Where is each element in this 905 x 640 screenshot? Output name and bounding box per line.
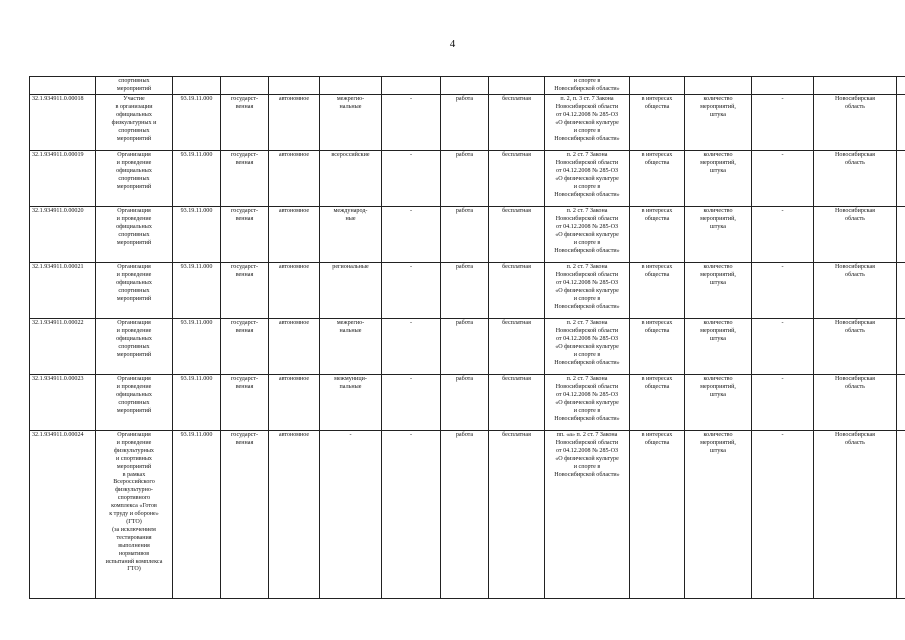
cell-institution-type: автономное: [269, 319, 320, 375]
cell-volume-indicator: [685, 77, 752, 95]
cell-quality-indicator: -: [752, 375, 814, 431]
cell-event-level: региональные: [320, 263, 382, 319]
cell-territory: Новосибирская область: [814, 431, 897, 599]
cell-ownership: государст- венная: [221, 151, 269, 207]
cell-service-kind: работа: [441, 151, 489, 207]
cell-volume-indicator: количество мероприятий, штука: [685, 319, 752, 375]
cell-service-kind: работа: [441, 263, 489, 319]
cell-extra: [897, 431, 905, 599]
cell-work-name: Организация и проведение официальных спортивных мероприятий: [96, 319, 173, 375]
table-row: [30, 431, 905, 599]
cell-legal-basis: п. 2, п. 3 ст. 7 Закона Новосибирской области от 04.12.2008 № 285-ОЗ «О физической культуре и спорте в Новосибирской области»: [545, 95, 630, 151]
cell-ownership: государст- венная: [221, 95, 269, 151]
cell-extra: [897, 95, 905, 151]
cell-institution-type: автономное: [269, 263, 320, 319]
cell-content: -: [382, 263, 441, 319]
cell-extra: [897, 263, 905, 319]
cell-payment: [489, 77, 545, 95]
table-row: [30, 207, 905, 263]
cell-okved-code: 93.19.11.000: [173, 319, 221, 375]
cell-work-name: Организация и проведение официальных спортивных мероприятий: [96, 263, 173, 319]
cell-territory: Новосибирская область: [814, 263, 897, 319]
cell-volume-indicator: количество мероприятий, штука: [685, 207, 752, 263]
cell-volume-indicator: количество мероприятий, штука: [685, 263, 752, 319]
cell-registry-number: 32.1.934911.0.00018: [30, 95, 96, 151]
cell-quality-indicator: -: [752, 207, 814, 263]
cell-work-name: Участие в организации официальных физкультурных и спортивных мероприятий: [96, 95, 173, 151]
cell-service-kind: работа: [441, 207, 489, 263]
cell-extra: [897, 207, 905, 263]
cell-ownership: государст- венная: [221, 319, 269, 375]
cell-okved-code: 93.19.11.000: [173, 375, 221, 431]
cell-quality-indicator: -: [752, 151, 814, 207]
cell-territory: Новосибирская область: [814, 375, 897, 431]
cell-content: -: [382, 375, 441, 431]
cell-work-name: Организация и проведение физкультурных и спортивных мероприятий в рамках Всероссийского физкультурно- спортивного комплекса «Готов к труду и обороне» (ГТО) (за исключением тестирования выполнения нормативов испытаний комплекса ГТО): [96, 431, 173, 599]
cell-content: -: [382, 95, 441, 151]
cell-event-level: межрегио- нальные: [320, 319, 382, 375]
cell-territory: Новосибирская область: [814, 207, 897, 263]
cell-consumers: в интересах общества: [630, 319, 685, 375]
cell-ownership: государст- венная: [221, 207, 269, 263]
cell-extra: [897, 319, 905, 375]
cell-service-kind: работа: [441, 375, 489, 431]
cell-payment: бесплатная: [489, 151, 545, 207]
cell-service-kind: работа: [441, 431, 489, 599]
cell-work-name: Организация и проведение официальных спортивных мероприятий: [96, 375, 173, 431]
cell-quality-indicator: -: [752, 431, 814, 599]
table-row: [30, 95, 905, 151]
cell-territory: Новосибирская область: [814, 95, 897, 151]
cell-okved-code: 93.19.11.000: [173, 95, 221, 151]
cell-okved-code: 93.19.11.000: [173, 207, 221, 263]
cell-territory: [814, 77, 897, 95]
cell-work-name: спортивных мероприятий: [96, 77, 173, 95]
cell-consumers: в интересах общества: [630, 431, 685, 599]
cell-legal-basis: п. 2 ст. 7 Закона Новосибирской области от 04.12.2008 № 285-ОЗ «О физической культуре и спорте в Новосибирской области»: [545, 319, 630, 375]
cell-event-level: межрегио- нальные: [320, 95, 382, 151]
cell-quality-indicator: -: [752, 319, 814, 375]
cell-registry-number: 32.1.934911.0.00021: [30, 263, 96, 319]
cell-volume-indicator: количество мероприятий, штука: [685, 375, 752, 431]
cell-work-name: Организация и проведение официальных спортивных мероприятий: [96, 207, 173, 263]
cell-legal-basis: п. 2 ст. 7 Закона Новосибирской области от 04.12.2008 № 285-ОЗ «О физической культуре и спорте в Новосибирской области»: [545, 151, 630, 207]
cell-territory: Новосибирская область: [814, 319, 897, 375]
cell-content: -: [382, 207, 441, 263]
table-row: [30, 151, 905, 207]
cell-content: -: [382, 319, 441, 375]
cell-event-level: -: [320, 431, 382, 599]
cell-legal-basis: и спорте в Новосибирской области»: [545, 77, 630, 95]
cell-quality-indicator: [752, 77, 814, 95]
cell-consumers: в интересах общества: [630, 207, 685, 263]
cell-content: -: [382, 431, 441, 599]
cell-registry-number: [30, 77, 96, 95]
cell-legal-basis: пп. «a» п. 2 ст. 7 Закона Новосибирской области от 04.12.2008 № 285-ОЗ «О физической культуре и спорте в Новосибирской области»: [545, 431, 630, 599]
cell-registry-number: 32.1.934911.0.00022: [30, 319, 96, 375]
cell-event-level: всероссийские: [320, 151, 382, 207]
cell-volume-indicator: количество мероприятий, штука: [685, 151, 752, 207]
cell-service-kind: работа: [441, 95, 489, 151]
table-row: [30, 319, 905, 375]
cell-consumers: в интересах общества: [630, 95, 685, 151]
table-row: [30, 375, 905, 431]
cell-quality-indicator: -: [752, 263, 814, 319]
cell-institution-type: автономное: [269, 207, 320, 263]
cell-payment: бесплатная: [489, 207, 545, 263]
cell-registry-number: 32.1.934911.0.00020: [30, 207, 96, 263]
cell-registry-number: 32.1.934911.0.00019: [30, 151, 96, 207]
cell-event-level: [320, 77, 382, 95]
cell-payment: бесплатная: [489, 319, 545, 375]
cell-payment: бесплатная: [489, 431, 545, 599]
cell-ownership: государст- венная: [221, 431, 269, 599]
registry-table: [29, 76, 905, 599]
cell-consumers: в интересах общества: [630, 375, 685, 431]
cell-event-level: межмуници- пальные: [320, 375, 382, 431]
cell-content: [382, 77, 441, 95]
cell-ownership: государст- венная: [221, 263, 269, 319]
cell-registry-number: 32.1.934911.0.00023: [30, 375, 96, 431]
cell-ownership: государст- венная: [221, 375, 269, 431]
table-row-continuation: [30, 77, 905, 95]
cell-okved-code: 93.19.11.000: [173, 263, 221, 319]
cell-institution-type: автономное: [269, 151, 320, 207]
cell-territory: Новосибирская область: [814, 151, 897, 207]
cell-extra: [897, 151, 905, 207]
cell-service-kind: [441, 77, 489, 95]
page-number: 4: [449, 38, 456, 50]
cell-consumers: в интересах общества: [630, 263, 685, 319]
cell-okved-code: [173, 77, 221, 95]
cell-consumers: [630, 77, 685, 95]
cell-okved-code: 93.19.11.000: [173, 431, 221, 599]
cell-extra: [897, 77, 905, 95]
table-body: [30, 77, 905, 599]
cell-event-level: международ- ные: [320, 207, 382, 263]
cell-payment: бесплатная: [489, 95, 545, 151]
cell-legal-basis: п. 2 ст. 7 Закона Новосибирской области от 04.12.2008 № 285-ОЗ «О физической культуре и спорте в Новосибирской области»: [545, 207, 630, 263]
cell-volume-indicator: количество мероприятий, штука: [685, 431, 752, 599]
cell-extra: [897, 375, 905, 431]
cell-service-kind: работа: [441, 319, 489, 375]
cell-content: -: [382, 151, 441, 207]
cell-quality-indicator: -: [752, 95, 814, 151]
cell-payment: бесплатная: [489, 375, 545, 431]
cell-institution-type: автономное: [269, 375, 320, 431]
cell-legal-basis: п. 2 ст. 7 Закона Новосибирской области от 04.12.2008 № 285-ОЗ «О физической культуре и спорте в Новосибирской области»: [545, 263, 630, 319]
cell-institution-type: [269, 77, 320, 95]
cell-ownership: [221, 77, 269, 95]
cell-registry-number: 32.1.934911.0.00024: [30, 431, 96, 599]
cell-okved-code: 93.19.11.000: [173, 151, 221, 207]
cell-payment: бесплатная: [489, 263, 545, 319]
cell-work-name: Организация и проведение официальных спортивных мероприятий: [96, 151, 173, 207]
cell-volume-indicator: количество мероприятий, штука: [685, 95, 752, 151]
table-row: [30, 263, 905, 319]
cell-consumers: в интересах общества: [630, 151, 685, 207]
cell-legal-basis: п. 2 ст. 7 Закона Новосибирской области от 04.12.2008 № 285-ОЗ «О физической культуре и спорте в Новосибирской области»: [545, 375, 630, 431]
cell-institution-type: автономное: [269, 95, 320, 151]
cell-institution-type: автономное: [269, 431, 320, 599]
